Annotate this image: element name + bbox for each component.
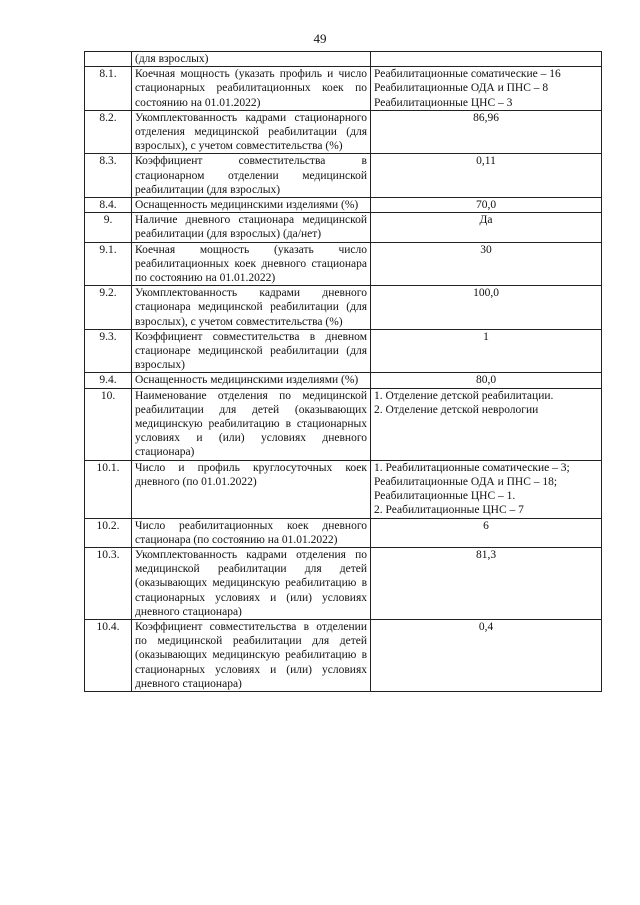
row-value: 0,11 (371, 154, 602, 198)
table-row (85, 388, 602, 460)
row-label: (для взрослых) (132, 52, 371, 67)
row-value: 100,0 (371, 286, 602, 330)
row-value: 1 (371, 329, 602, 373)
table-row (85, 460, 602, 518)
table-row (85, 67, 602, 111)
row-label: Коечная мощность (указать число реабилитационных коек дневного стационара по состоянию на 01.01.2022) (132, 242, 371, 286)
row-value: 1. Реабилитационные соматические – 3; Реабилитационные ОДА и ПНС – 18; Реабилитационные ЦНС – 1. 2. Реабилитационные ЦНС – 7 (371, 460, 602, 518)
row-number (85, 52, 132, 67)
row-number: 8.3. (85, 154, 132, 198)
table-row (85, 198, 602, 213)
row-label: Оснащенность медицинскими изделиями (%) (132, 373, 371, 388)
row-number: 10.4. (85, 619, 132, 691)
row-value: Реабилитационные соматические – 16 Реабилитационные ОДА и ПНС – 8 Реабилитационные ЦНС – 3 (371, 67, 602, 111)
table-row (85, 242, 602, 286)
row-label: Число реабилитационных коек дневного стационара (по состоянию на 01.01.2022) (132, 518, 371, 547)
table-row (85, 329, 602, 373)
row-number: 8.4. (85, 198, 132, 213)
row-label: Наличие дневного стационара медицинской реабилитации (для взрослых) (да/нет) (132, 213, 371, 242)
row-label: Укомплектованность кадрами стационарного отделения медицинской реабилитации (для взрослых), с учетом совместительства (%) (132, 110, 371, 154)
row-label: Коечная мощность (указать профиль и число стационарных реабилитационных коек по состоянию на 01.01.2022) (132, 67, 371, 111)
row-label: Оснащенность медицинскими изделиями (%) (132, 198, 371, 213)
table-row (85, 518, 602, 547)
row-number: 9. (85, 213, 132, 242)
row-value (371, 52, 602, 67)
row-number: 9.1. (85, 242, 132, 286)
row-number: 9.4. (85, 373, 132, 388)
table-row (85, 286, 602, 330)
row-value: 30 (371, 242, 602, 286)
table-row (85, 373, 602, 388)
row-value: Да (371, 213, 602, 242)
row-value: 6 (371, 518, 602, 547)
row-number: 10.2. (85, 518, 132, 547)
row-label: Коэффициент совместительства в дневном стационаре медицинской реабилитации (для взрослых) (132, 329, 371, 373)
row-label: Коэффициент совместительства в отделении по медицинской реабилитации для детей (оказывающих медицинскую реабилитацию в стационарных условиях и (или) условиях дневного стационара) (132, 619, 371, 691)
row-label: Число и профиль круглосуточных коек дневного (по 01.01.2022) (132, 460, 371, 518)
row-number: 10.3. (85, 547, 132, 619)
table-row (85, 110, 602, 154)
row-value: 1. Отделение детской реабилитации. 2. Отделение детской неврологии (371, 388, 602, 460)
row-value: 86,96 (371, 110, 602, 154)
row-value: 0,4 (371, 619, 602, 691)
row-number: 10.1. (85, 460, 132, 518)
row-value: 70,0 (371, 198, 602, 213)
row-number: 8.2. (85, 110, 132, 154)
row-number: 9.2. (85, 286, 132, 330)
table-row (85, 52, 602, 67)
row-label: Укомплектованность кадрами отделения по медицинской реабилитации для детей (оказывающих медицинскую реабилитацию в стационарных условиях и (или) условиях дневного стационара) (132, 547, 371, 619)
table-row (85, 213, 602, 242)
row-value: 80,0 (371, 373, 602, 388)
data-table (84, 51, 602, 692)
row-value: 81,3 (371, 547, 602, 619)
table-body (85, 52, 602, 692)
table-row (85, 547, 602, 619)
row-label: Укомплектованность кадрами дневного стационара медицинской реабилитации (для взрослых), с учетом совместительства (%) (132, 286, 371, 330)
row-label: Наименование отделения по медицинской реабилитации для детей (оказывающих медицинскую реабилитацию в стационарных условиях и (или) условиях дневного стационара) (132, 388, 371, 460)
row-number: 9.3. (85, 329, 132, 373)
page-number: 49 (313, 31, 327, 46)
row-number: 8.1. (85, 67, 132, 111)
row-label: Коэффициент совместительства в стационарном отделении медицинской реабилитации (для взрослых) (132, 154, 371, 198)
table-row (85, 619, 602, 691)
table-row (85, 154, 602, 198)
row-number: 10. (85, 388, 132, 460)
